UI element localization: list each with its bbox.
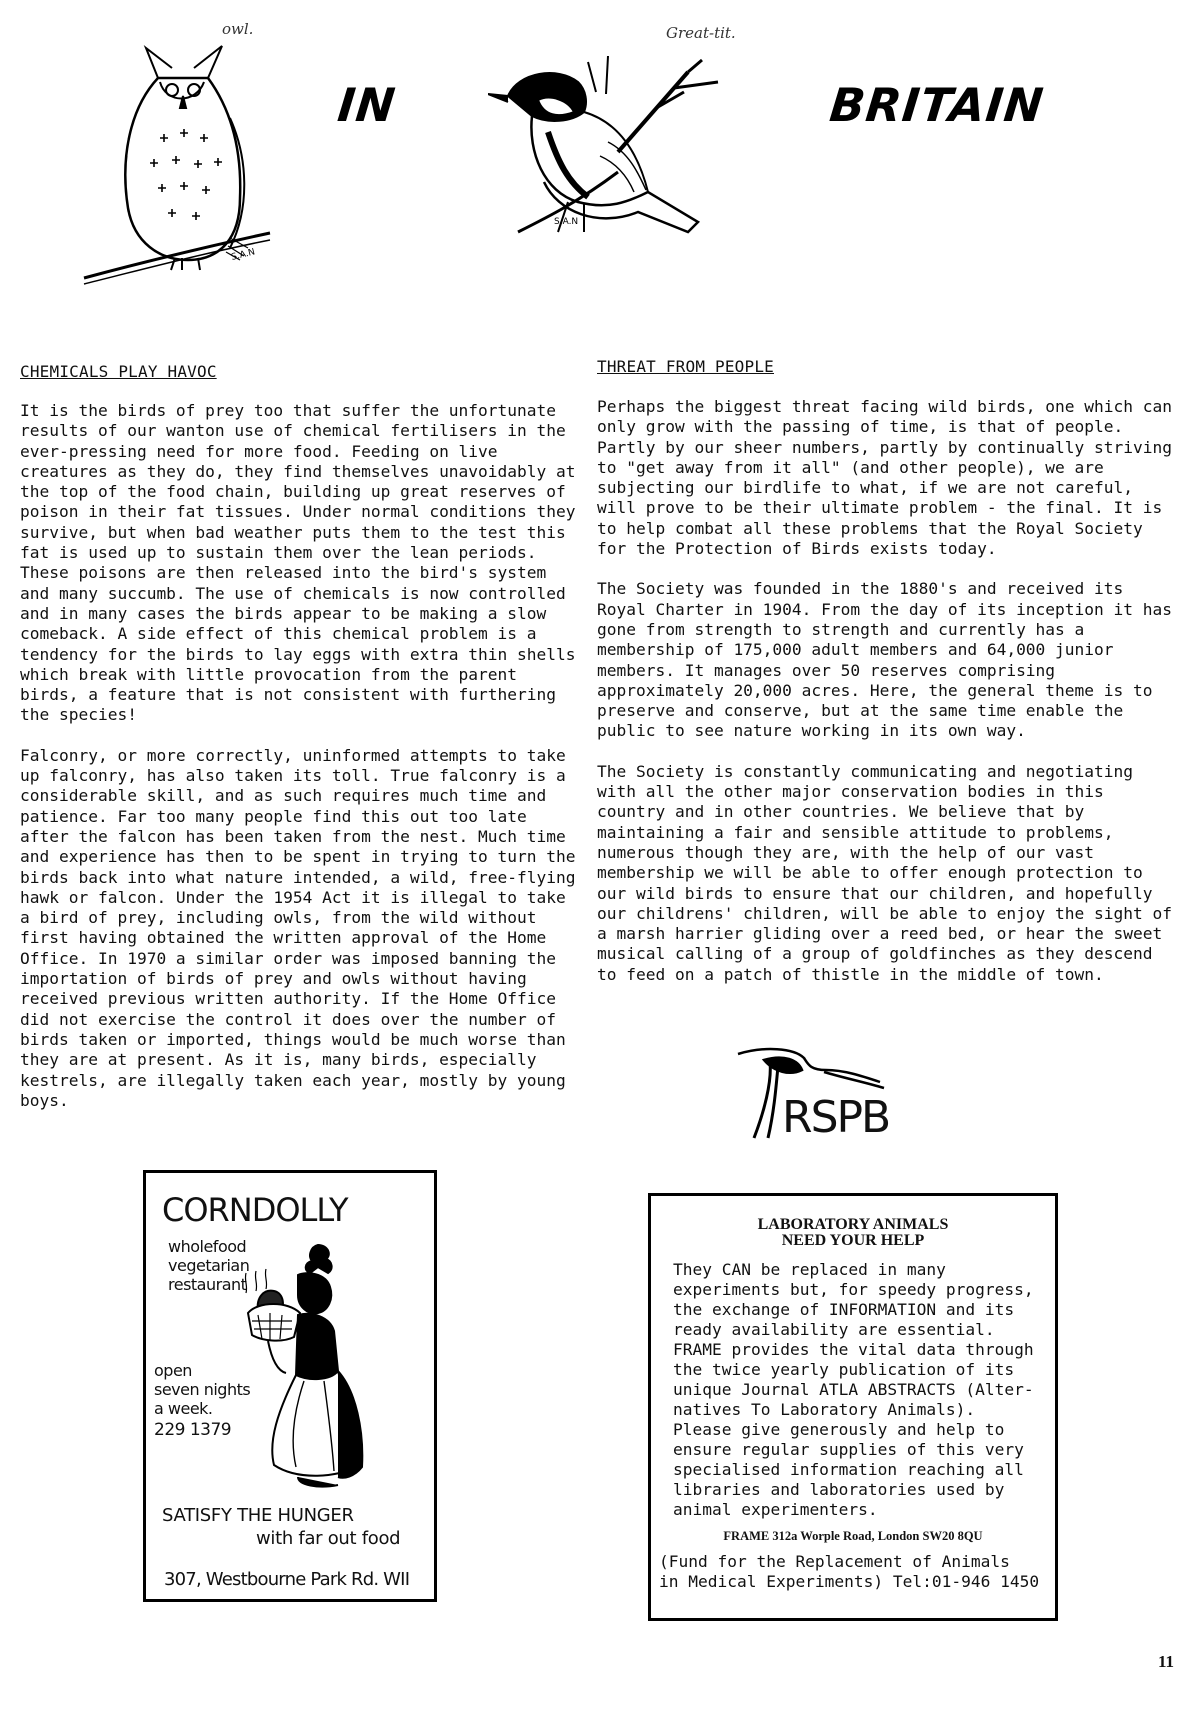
- owl-handwritten-note: owl.: [222, 20, 254, 38]
- page-number: 11: [1158, 1652, 1175, 1671]
- frame-advertisement: [648, 1193, 1058, 1621]
- owl-illustration: [80, 38, 280, 288]
- great-tit-signature: S.A.N: [554, 217, 579, 227]
- corndolly-line-restaurant: restaurant: [168, 1275, 247, 1294]
- corn-dolly-figure-illustration: [238, 1241, 368, 1491]
- corndolly-slogan-line2: with far out food: [256, 1528, 401, 1549]
- great-tit-handwritten-note: Great-tit.: [666, 24, 736, 42]
- rspb-logo: [734, 1042, 924, 1142]
- frame-title-line2: NEED YOUR HELP: [781, 1232, 925, 1249]
- left-article-body: [20, 401, 582, 1131]
- corndolly-slogan-line1: SATISFY THE HUNGER: [162, 1505, 354, 1526]
- article-paragraph: Perhaps the biggest threat facing wild birds, one which can only grow with the passing of time, is that of people. Partly by our sheer numbers, partly by continually striving to "get away from it all" (and other people), we are subjecting our birdlife to what, if we are not careful, will prove to be their ultimate problem - the final. It is to help combat all these problems that the Royal Society for the Protection of Birds exists today.: [597, 397, 1172, 559]
- corndolly-title: CORNDOLLY: [162, 1191, 348, 1229]
- corndolly-line-vegetarian: vegetarian: [168, 1256, 250, 1275]
- corndolly-seven-nights: seven nights: [154, 1380, 251, 1399]
- section-heading-chemicals: CHEMICALS PLAY HAVOC: [20, 362, 217, 381]
- frame-address: FRAME 312a Worple Road, London SW20 8QU: [723, 1529, 983, 1543]
- frame-title-line1: LABORATORY ANIMALS: [757, 1216, 949, 1233]
- corndolly-phone: 229 1379: [154, 1420, 232, 1440]
- rspb-logo-text: RSPB: [782, 1092, 890, 1143]
- article-paragraph: The Society was founded in the 1880's and received its Royal Charter in 1904. From the day of its inception it has gone from strength to strength and currently has a membership of 175,000 adult members and 64,000 junior members. It manages over 50 reserves comprising approximately 20,000 acres. Here, the general theme is to preserve and conserve, but at the same time enable the public to see nature working in its own way.: [597, 579, 1172, 741]
- corndolly-address: 307, Westbourne Park Rd. WII: [164, 1569, 410, 1590]
- frame-body-text: They CAN be replaced in many experiments but, for speedy progress, the exchange of INFORMATION and its ready availability are essential. FRAME provides the vital data through the twice yearly publication of its unique Journal ATLA ABSTRACTS (Alter- natives To Laboratory Animals). Please give generously and help to ensure regular supplies of this very specialised information reaching all libraries and laboratories used by animal experimenters.: [673, 1260, 1034, 1519]
- corndolly-a-week: a week.: [154, 1399, 213, 1418]
- frame-footer: (Fund for the Replacement of Animals in Medical Experiments) Tel:01-946 1450: [659, 1552, 1040, 1591]
- corndolly-advertisement: [143, 1170, 437, 1602]
- great-tit-illustration: [488, 52, 728, 252]
- section-heading-threat: THREAT FROM PEOPLE: [597, 357, 774, 376]
- corndolly-open: open: [154, 1361, 192, 1380]
- corndolly-line-wholefood: wholefood: [168, 1237, 247, 1256]
- headline-word-britain: BRITAIN: [827, 78, 1047, 132]
- owl-signature: S.A.N: [230, 247, 257, 263]
- article-paragraph: Falconry, or more correctly, uninformed attempts to take up falconry, has also taken its toll. True falconry is a considerable skill, and as such requires much time and patience. Far too many people find this out too late after the falcon has been taken from the nest. Much time and experience has then to be spent in trying to turn the birds back into what nature intended, a wild, free-flying hawk or falcon. Under the 1954 Act it is illegal to take a bird of prey, including owls, from the wild without first having obtained the written approval of the Home Office. In 1970 a similar order was imposed banning the importation of birds of prey and owls without having received previous written authority. If the Home Office did not exercise the control it does over the number of birds taken or imported, things would be much worse than they are at present. As it is, many birds, especially kestrels, are illegally taken each year, mostly by young boys.: [20, 745, 576, 1110]
- article-paragraph: The Society is constantly communicating and negotiating with all the other major conservation bodies in this country and in other countries. We believe that by maintaining a fair and sensible attitude to problems, numerous though they are, with the help of our vast membership we will be able to offer enough protection to our wild birds to ensure that our children, and hopefully our childrens' children, will be able to enjoy the sight of a marsh harrier gliding over a reed bed, or hear the sweet musical calling of a group of goldfinches as they descend to feed on a patch of thistle in the middle of town.: [597, 761, 1172, 984]
- right-article-body: [597, 397, 1172, 1005]
- article-paragraph: It is the birds of prey too that suffer the unfortunate results of our wanton use of chemical fertilisers in the ever-pressing need for more food. Feeding on live creatures as they do, they find themselves unavoidably at the top of the food chain, building up great reserves of poison in their fat tissues. Under normal conditions they survive, but when bad weather puts them to the test this fat is used up to sustain them over the lean periods. These poisons are then released into the bird's system and many succumb. The use of chemicals is now controlled and in many cases the birds appear to be making a slow comeback. A side effect of this chemical problem is a tendency for the birds to lay eggs with extra thin shells which break with little provocation from the parent birds, a feature that is not consistent with furthering the species!: [20, 401, 576, 725]
- headline-word-in: IN: [335, 78, 399, 132]
